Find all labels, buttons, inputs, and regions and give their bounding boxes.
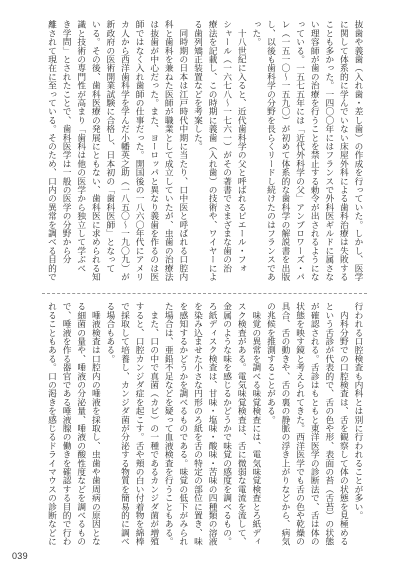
text-column: で採取して培養し、カンジダ菌が分泌する物質を簡易的に調べ xyxy=(119,302,130,546)
text-column: し、以後も歯科学の分野を長らくリードし続けたのはフランスであ xyxy=(265,20,276,281)
text-column: シャール（一六七八〜一七六一）がその著書でさまざまな歯の治 xyxy=(221,20,232,273)
text-column: る歯列矯正装置などを考案した。 xyxy=(192,20,203,151)
text-column: を染み込ませた小さな円形のろ紙を舌の特定の部位に置き、味 xyxy=(192,302,203,546)
text-column: ろ紙ディスク検査は、甘味・塩味・酸味・苦味の四種類の溶液 xyxy=(207,302,218,546)
text-column: た場合は、亜鉛不足などを疑って血液検査を行うこともある。 xyxy=(163,302,174,546)
text-column: った。 xyxy=(250,20,261,47)
text-column: を感知するかどうかを調べるものである。味覚の低下がみられ xyxy=(177,302,188,546)
text-column: 新政府の医術開業試験に合格し、日本初の「歯科医師」となって xyxy=(104,20,115,273)
text-column: に関して体系的に学んでいない床屋外科による歯科治療は失敗する xyxy=(338,20,349,281)
text-column: る場合もある。 xyxy=(104,302,115,363)
text-column: 離されて現在に至っている。そのため、口内の異常を調べる目的で xyxy=(46,20,57,281)
text-column: が確認される。舌診はもともと東洋医学の診断法で、舌は体の xyxy=(309,302,320,546)
text-column: という舌診が代表的で、舌の色や形、表面の苔（舌苔）の状態 xyxy=(323,302,334,546)
text-column: また、口の中で真菌（カビ）の一種であるカンジダ菌が増殖 xyxy=(148,302,159,546)
page-number: 039 xyxy=(12,551,28,561)
text-column: っている。一五七五年には「近代外科学の父」アンブロワーズ・パ xyxy=(294,20,305,281)
section-divider xyxy=(42,293,367,294)
text-column: で、唾液を作る器官である唾液腺の働きを確認する目的で行わ xyxy=(61,302,72,546)
text-column: ことも多かった。一四〇〇年にはフランスで外科医ギルドに属さな xyxy=(323,20,334,281)
text-column: 同時期の日本は江戸時代中期に当たり、口中医と呼ばれる口腔内 xyxy=(177,20,188,281)
text-column: 状態を映す鏡と考えられてきた。西洋医学でも舌の色や乾燥の xyxy=(294,302,305,546)
text-column: 具合、舌の動きや、舌の裏の静脈の浮き上がりなどから、病気 xyxy=(280,302,291,546)
text-column: 療法を記載し、この時期に義歯（入れ歯）の技術や、ワイヤーによ xyxy=(207,20,218,281)
text-column: き学問」とされたことで、歯科医学は一般の医学の分野から分 xyxy=(61,20,72,264)
text-column: 十八世紀に入ると、近代歯科学の父と呼ばれるピエール・フォ xyxy=(236,20,247,273)
text-column: い理容師が歯の治療を行うことを禁止する勅令が出されるようにな xyxy=(309,20,320,281)
text-column: 識と技術の専門性が高まり「歯科は他の医学から独立して学ぶべ xyxy=(75,20,86,273)
text-column: 科と歯科を兼ねた医師が職業として成立していたが、虫歯の治療法 xyxy=(163,20,174,281)
text-column: れることもある。口の渇きを感じるドライマウスの診断などに xyxy=(46,302,57,546)
text-column: 内科分野での口腔検査は、舌を観察して体の状態を見極める xyxy=(338,302,349,546)
text-column: 味覚の異常を調べる味覚検査には、電気味覚検査とろ紙ディ xyxy=(250,302,261,546)
text-column: スク検査がある。電気味覚検査は、舌に微弱な電流を流して、 xyxy=(236,302,247,546)
text-column: レ（一五一〇〜一五九〇）が初めて体系的な歯科学の解説書を出版 xyxy=(280,20,291,281)
text-column: 唾液検査は口腔内の唾液を採取し、虫歯や歯周病の原因とな xyxy=(90,302,101,546)
text-column: る細菌の量や、唾液の分泌量、唾液の酸性度などを調べるもの xyxy=(75,302,86,546)
text-column: 師ではなく入れ歯師の仕事だった。開国後の一八六〇年代にアメリ xyxy=(134,20,145,281)
text-column: は抜歯が中心だった。また、ヨーロッパと異なり義歯を作るのは医 xyxy=(148,20,159,281)
text-column: 行われる口腔検査も内科とは別に行われることが多い。 xyxy=(353,302,363,520)
text-column: 抜歯や義歯（入れ歯・差し歯）の作成を行っていた。しかし、医学 xyxy=(353,20,363,281)
text-column: 金属のような味を感じるかどうかで味覚の感度を調べるもの。 xyxy=(221,302,232,546)
text-column: すると、口腔カンジダ症を起こす。舌や頬の白い付着物を綿棒 xyxy=(134,302,145,546)
text-column: いる。その後、歯科医療の発展にともない、歯科医に求められる知 xyxy=(90,20,101,281)
lower-text-block xyxy=(44,302,365,546)
text-column: カ人から西洋歯科学を学んだ小幡英之助（一八五〇〜一九〇九）が xyxy=(119,20,130,281)
upper-text-block xyxy=(44,20,365,281)
text-column: の兆候を推測することがある。 xyxy=(265,302,276,424)
